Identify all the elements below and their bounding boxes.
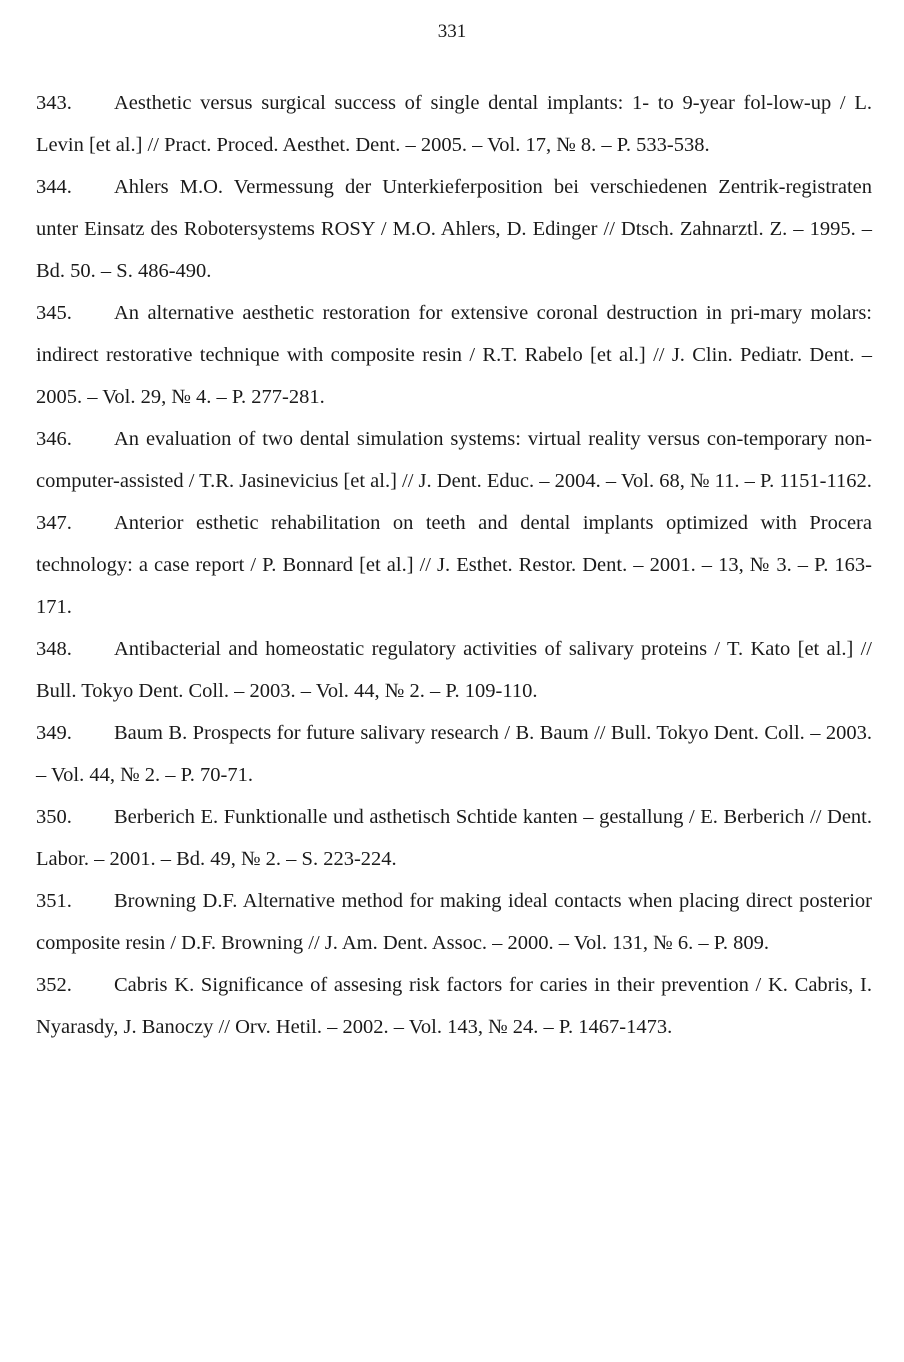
reference-item (36, 292, 872, 418)
reference-text: An alternative aesthetic restoration for extensive coronal destruction in pri-mary molars: indirect restorative technique with composite resin / R.T. Rabelo [et al.] // J. Clin. Pediatr. Dent. – 2005. – Vol. 29, № 4. – P. 277-281. (36, 302, 872, 408)
reference-number: 352. (36, 974, 72, 996)
reference-text: Aesthetic versus surgical success of single dental implants: 1- to 9-year fol-low-up / L. Levin [et al.] // Pract. Proced. Aesthet. Dent. – 2005. – Vol. 17, № 8. – P. 533-538. (36, 92, 872, 156)
reference-item (36, 166, 872, 292)
reference-number: 345. (36, 302, 72, 324)
reference-number: 349. (36, 722, 72, 744)
reference-number: 350. (36, 806, 72, 828)
reference-text: An evaluation of two dental simulation systems: virtual reality versus con-temporary non-computer-assisted / T.R. Jasinevicius [et al.] // J. Dent. Educ. – 2004. – Vol. 68, № 11. – P. 1151-1162. (36, 428, 872, 492)
reference-text: Antibacterial and homeostatic regulatory activities of salivary proteins / T. Kato [et al.] // Bull. Tokyo Dent. Coll. – 2003. – Vol. 44, № 2. – P. 109-110. (36, 638, 872, 702)
reference-number: 346. (36, 428, 72, 450)
reference-text: Baum B. Prospects for future salivary research / B. Baum // Bull. Tokyo Dent. Coll. – 2003. – Vol. 44, № 2. – P. 70-71. (36, 722, 872, 786)
page-number: 331 (437, 21, 467, 42)
reference-text: Ahlers M.O. Vermessung der Unterkieferposition bei verschiedenen Zentrik-registraten unter Einsatz des Robotersystems ROSY / M.O. Ahlers, D. Edinger // Dtsch. Zahnarztl. Z. – 1995. – Bd. 50. – S. 486-490. (36, 176, 872, 282)
reference-item (36, 712, 872, 796)
reference-item (36, 82, 872, 166)
reference-list (36, 82, 872, 1048)
reference-number: 344. (36, 176, 72, 198)
reference-item (36, 796, 872, 880)
reference-text: Browning D.F. Alternative method for making ideal contacts when placing direct posterior composite resin / D.F. Browning // J. Am. Dent. Assoc. – 2000. – Vol. 131, № 6. – P. 809. (36, 890, 872, 954)
reference-text: Anterior esthetic rehabilitation on teeth and dental implants optimized with Procera technology: a case report / P. Bonnard [et al.] // J. Esthet. Restor. Dent. – 2001. – 13, № 3. – P. 163-171. (36, 512, 872, 618)
reference-number: 351. (36, 890, 72, 912)
reference-item (36, 418, 872, 502)
reference-number: 347. (36, 512, 72, 534)
reference-text: Berberich E. Funktionalle und asthetisch Schtide kanten – gestallung / E. Berberich // Dent. Labor. – 2001. – Bd. 49, № 2. – S. 223-224. (36, 806, 872, 870)
reference-number: 348. (36, 638, 72, 660)
reference-text: Cabris K. Significance of assesing risk factors for caries in their prevention / K. Cabris, I. Nyarasdy, J. Banoczy // Orv. Hetil. – 2002. – Vol. 143, № 24. – P. 1467-1473. (36, 974, 872, 1038)
reference-item (36, 628, 872, 712)
reference-item (36, 502, 872, 628)
reference-item (36, 964, 872, 1048)
reference-item (36, 880, 872, 964)
reference-number: 343. (36, 92, 72, 114)
